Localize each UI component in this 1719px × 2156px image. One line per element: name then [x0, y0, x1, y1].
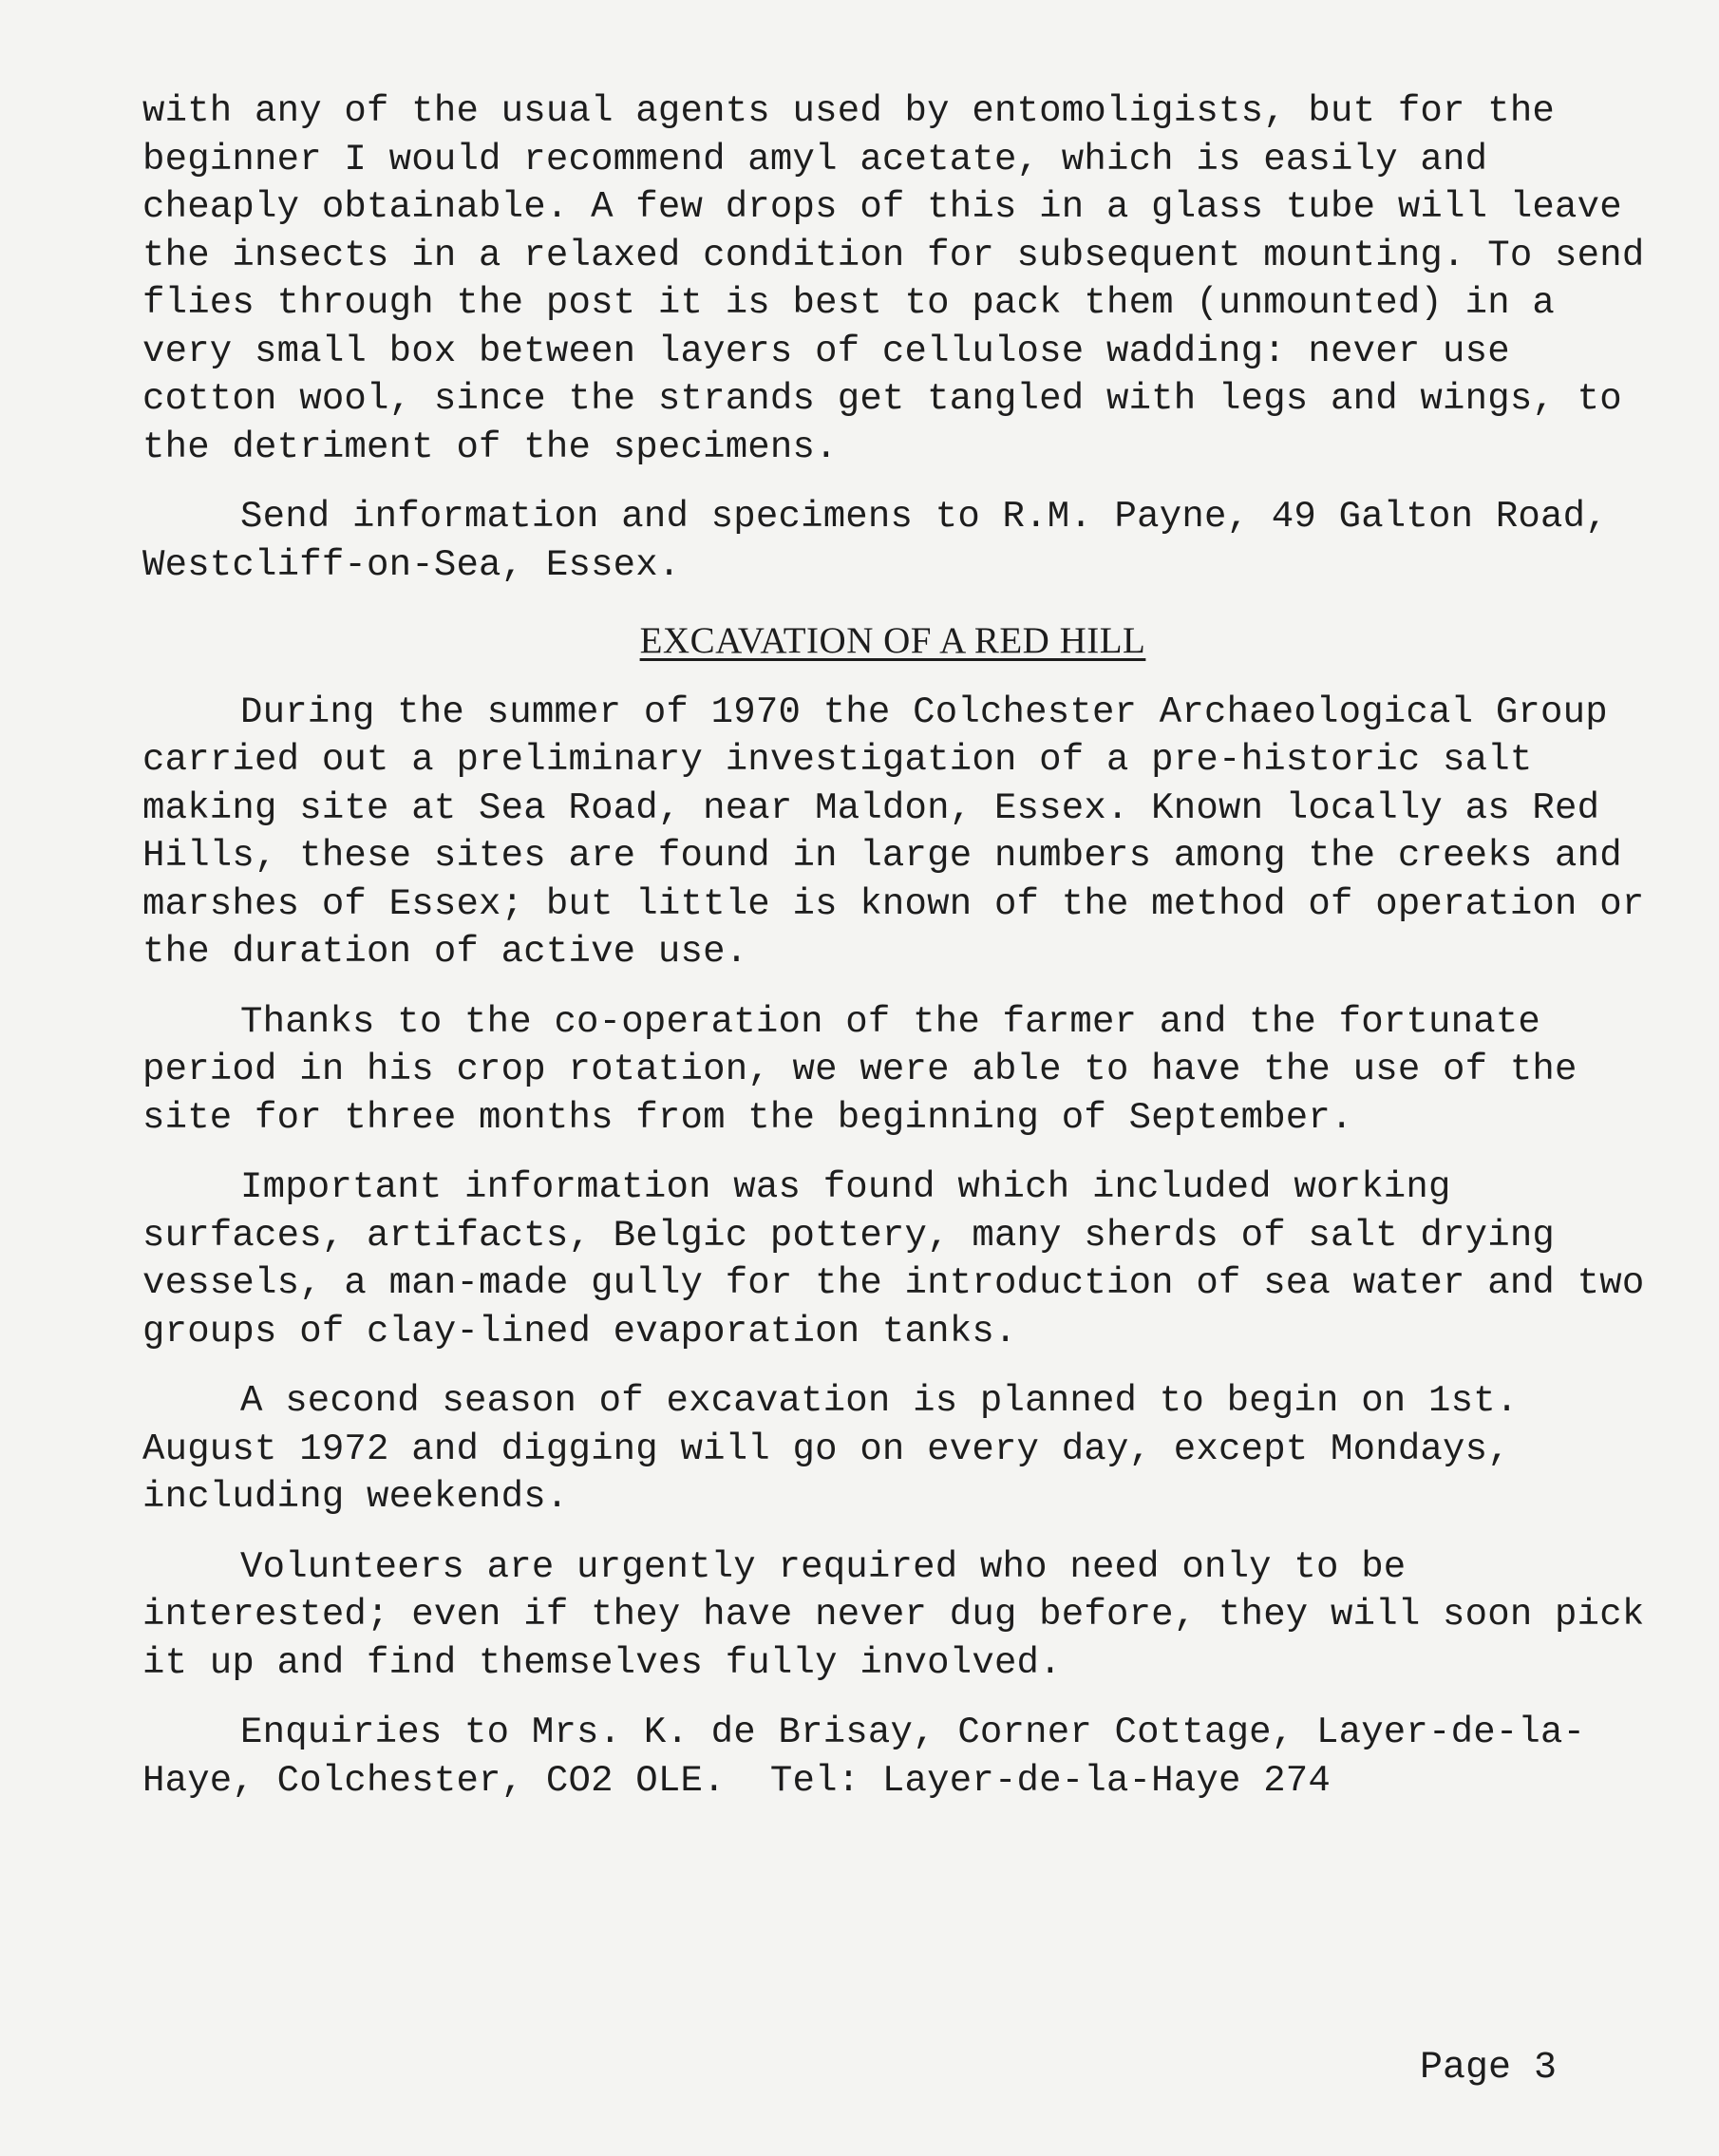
section-heading: EXCAVATION OF A RED HILL [639, 620, 1146, 661]
paragraph-important-information: Important information was found which included working surfaces, artifacts, Belgic pottery, many sherds of salt drying vessels, a man-made gully for the introduction of sea water and two groups of clay-lined evaporation tanks. [142, 1166, 1668, 1352]
page-number: Page 3 [1420, 2047, 1558, 2090]
paragraph-thanks: Thanks to the co-operation of the farmer and the fortunate period in his crop rotation, we were able to have the use of the site for three months from the beginning of September. [142, 1000, 1600, 1139]
paragraph-summer-1970: During the summer of 1970 the Colchester Archaeological Group carried out a preliminary investigation of a pre-historic salt making site at Sea Road, near Maldon, Essex. Known locally as Red Hills, these sites are found in large numbers among the creeks and marshes of Essex; but little is known of the method of operation or the duration of active use. [142, 690, 1668, 973]
send-info-paragraph: Send information and specimens to R.M. Payne, 49 Galton Road, Westcliff-on-Sea, Essex. [142, 496, 1631, 586]
document-page [142, 87, 1668, 1805]
paragraph-enquiries: Enquiries to Mrs. K. de Brisay, Corner Cottage, Layer-de-la-Haye, Colchester, CO2 OLE. Tel: Layer-de-la-Haye 274 [142, 1712, 1586, 1802]
paragraph-volunteers: Volunteers are urgently required who need only to be interested; even if they have never dug before, they will soon pick it up and find themselves fully involved. [142, 1545, 1668, 1684]
paragraph-second-season: A second season of excavation is planned to begin on 1st. August 1972 and digging will go on every day, except Mondays, including weekends. [142, 1380, 1541, 1518]
intro-paragraph: with any of the usual agents used by entomoligists, but for the beginner I would recommend amyl acetate, which is easily and cheaply obtainable. A few drops of this in a glass tube will leave the insects in a relaxed condition for subsequent mounting. To send flies through the post it is best to pack them (unmounted) in a very small box between layers of cellulose wadding: never use cotton wool, since the strands get tangled with legs and wings, to the detriment of the specimens. [142, 90, 1668, 468]
section-heading-wrap [142, 617, 1643, 668]
